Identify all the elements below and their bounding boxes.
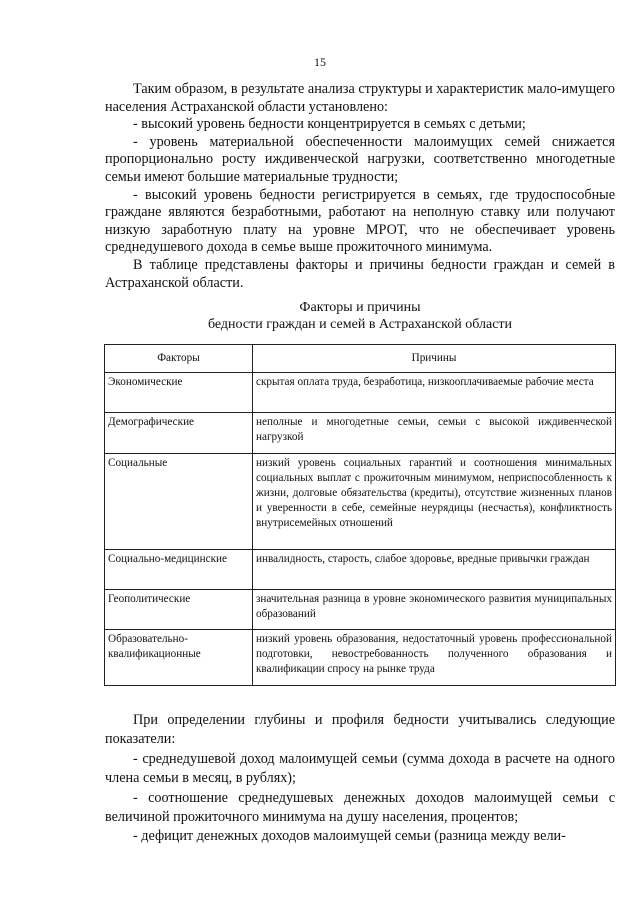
factor-cell: Социально-медицинские — [105, 550, 253, 590]
conclusion-paragraph: При определении глубины и профиля бедности учитывались следующие показатели: — [105, 712, 615, 748]
list-item: - соотношение среднедушевых денежных доходов малоимущей семьи с величиной прожиточного минимума на душу населения, процентов; — [105, 789, 615, 826]
reason-cell: значительная разница в уровне экономического развития муниципальных образований — [253, 590, 616, 630]
header-factors: Факторы — [105, 345, 253, 373]
list-item: - высокий уровень бедности концентрируется в семьях с детьми; — [133, 116, 526, 133]
intro-section — [105, 81, 615, 292]
table-row — [105, 550, 616, 590]
factor-cell: Демографические — [105, 413, 253, 454]
factor-cell: Геополитические — [105, 590, 253, 630]
table-caption-line: Факторы и причины — [299, 300, 421, 315]
reason-cell: низкий уровень социальных гарантий и соотношения минимальных социальных выплат с прожиточным минимумом, неприспособленность к жизни, долговые обязательства (кредиты), отсутствие жизненных планов и уверенности в себе, семейные неурядицы (несчастья), конфликтность внутрисемейных отношений — [253, 454, 616, 550]
reason-cell: неполные и многодетные семьи, семьи с высокой иждивенческой нагрузкой — [253, 413, 616, 454]
table-row — [105, 373, 616, 413]
page-number: 15 — [314, 55, 326, 69]
table-caption — [105, 299, 615, 333]
reason-cell: низкий уровень образования, недостаточный уровень профессиональной подготовки, невостребованность полученного образования и квалификации спросу на рынке труда — [253, 630, 616, 686]
list-item: - уровень материальной обеспеченности малоимущих семей снижается пропорционально росту иждивенческой нагрузки, соответственно многодетные семьи имеют большие материальные трудности; — [105, 133, 615, 185]
list-item: - среднедушевой доход малоимущей семьи (сумма дохода в расчете на одного члена семьи в месяц, в рублях); — [105, 750, 615, 787]
conclusion-section — [105, 711, 615, 847]
table-reference-paragraph: В таблице представлены факторы и причины бедности граждан и семей в Астраханской области. — [105, 256, 615, 291]
list-item: - высокий уровень бедности регистрируется в семьях, где трудоспособные граждане являются безработными, работают на неполную ставку или получают низкую заработную плату на уровне МРОТ, что не обеспечивает уровень среднедушевого дохода в семье выше прожиточного минимума. — [105, 186, 615, 256]
factors-table — [104, 344, 616, 686]
reason-cell: скрытая оплата труда, безработица, низкооплачиваемые рабочие места — [253, 373, 616, 413]
table-row — [105, 454, 616, 550]
factor-cell: Экономические — [105, 373, 253, 413]
factor-cell: Образовательно-квалификационные — [105, 630, 253, 686]
table-row — [105, 630, 616, 686]
table-caption-line: бедности граждан и семей в Астраханской области — [207, 317, 513, 332]
table-header-row — [105, 345, 616, 373]
reason-cell: инвалидность, старость, слабое здоровье, вредные привычки граждан — [253, 550, 616, 590]
table-row — [105, 590, 616, 630]
list-item: - дефицит денежных доходов малоимущей семьи (разница между вели- — [133, 828, 566, 845]
header-reasons: Причины — [253, 345, 616, 373]
intro-paragraph: Таким образом, в результате анализа структуры и характеристик мало-имущего населения Астраханской области установлено: — [105, 81, 615, 115]
table-row — [105, 413, 616, 454]
factor-cell: Социальные — [105, 454, 253, 550]
